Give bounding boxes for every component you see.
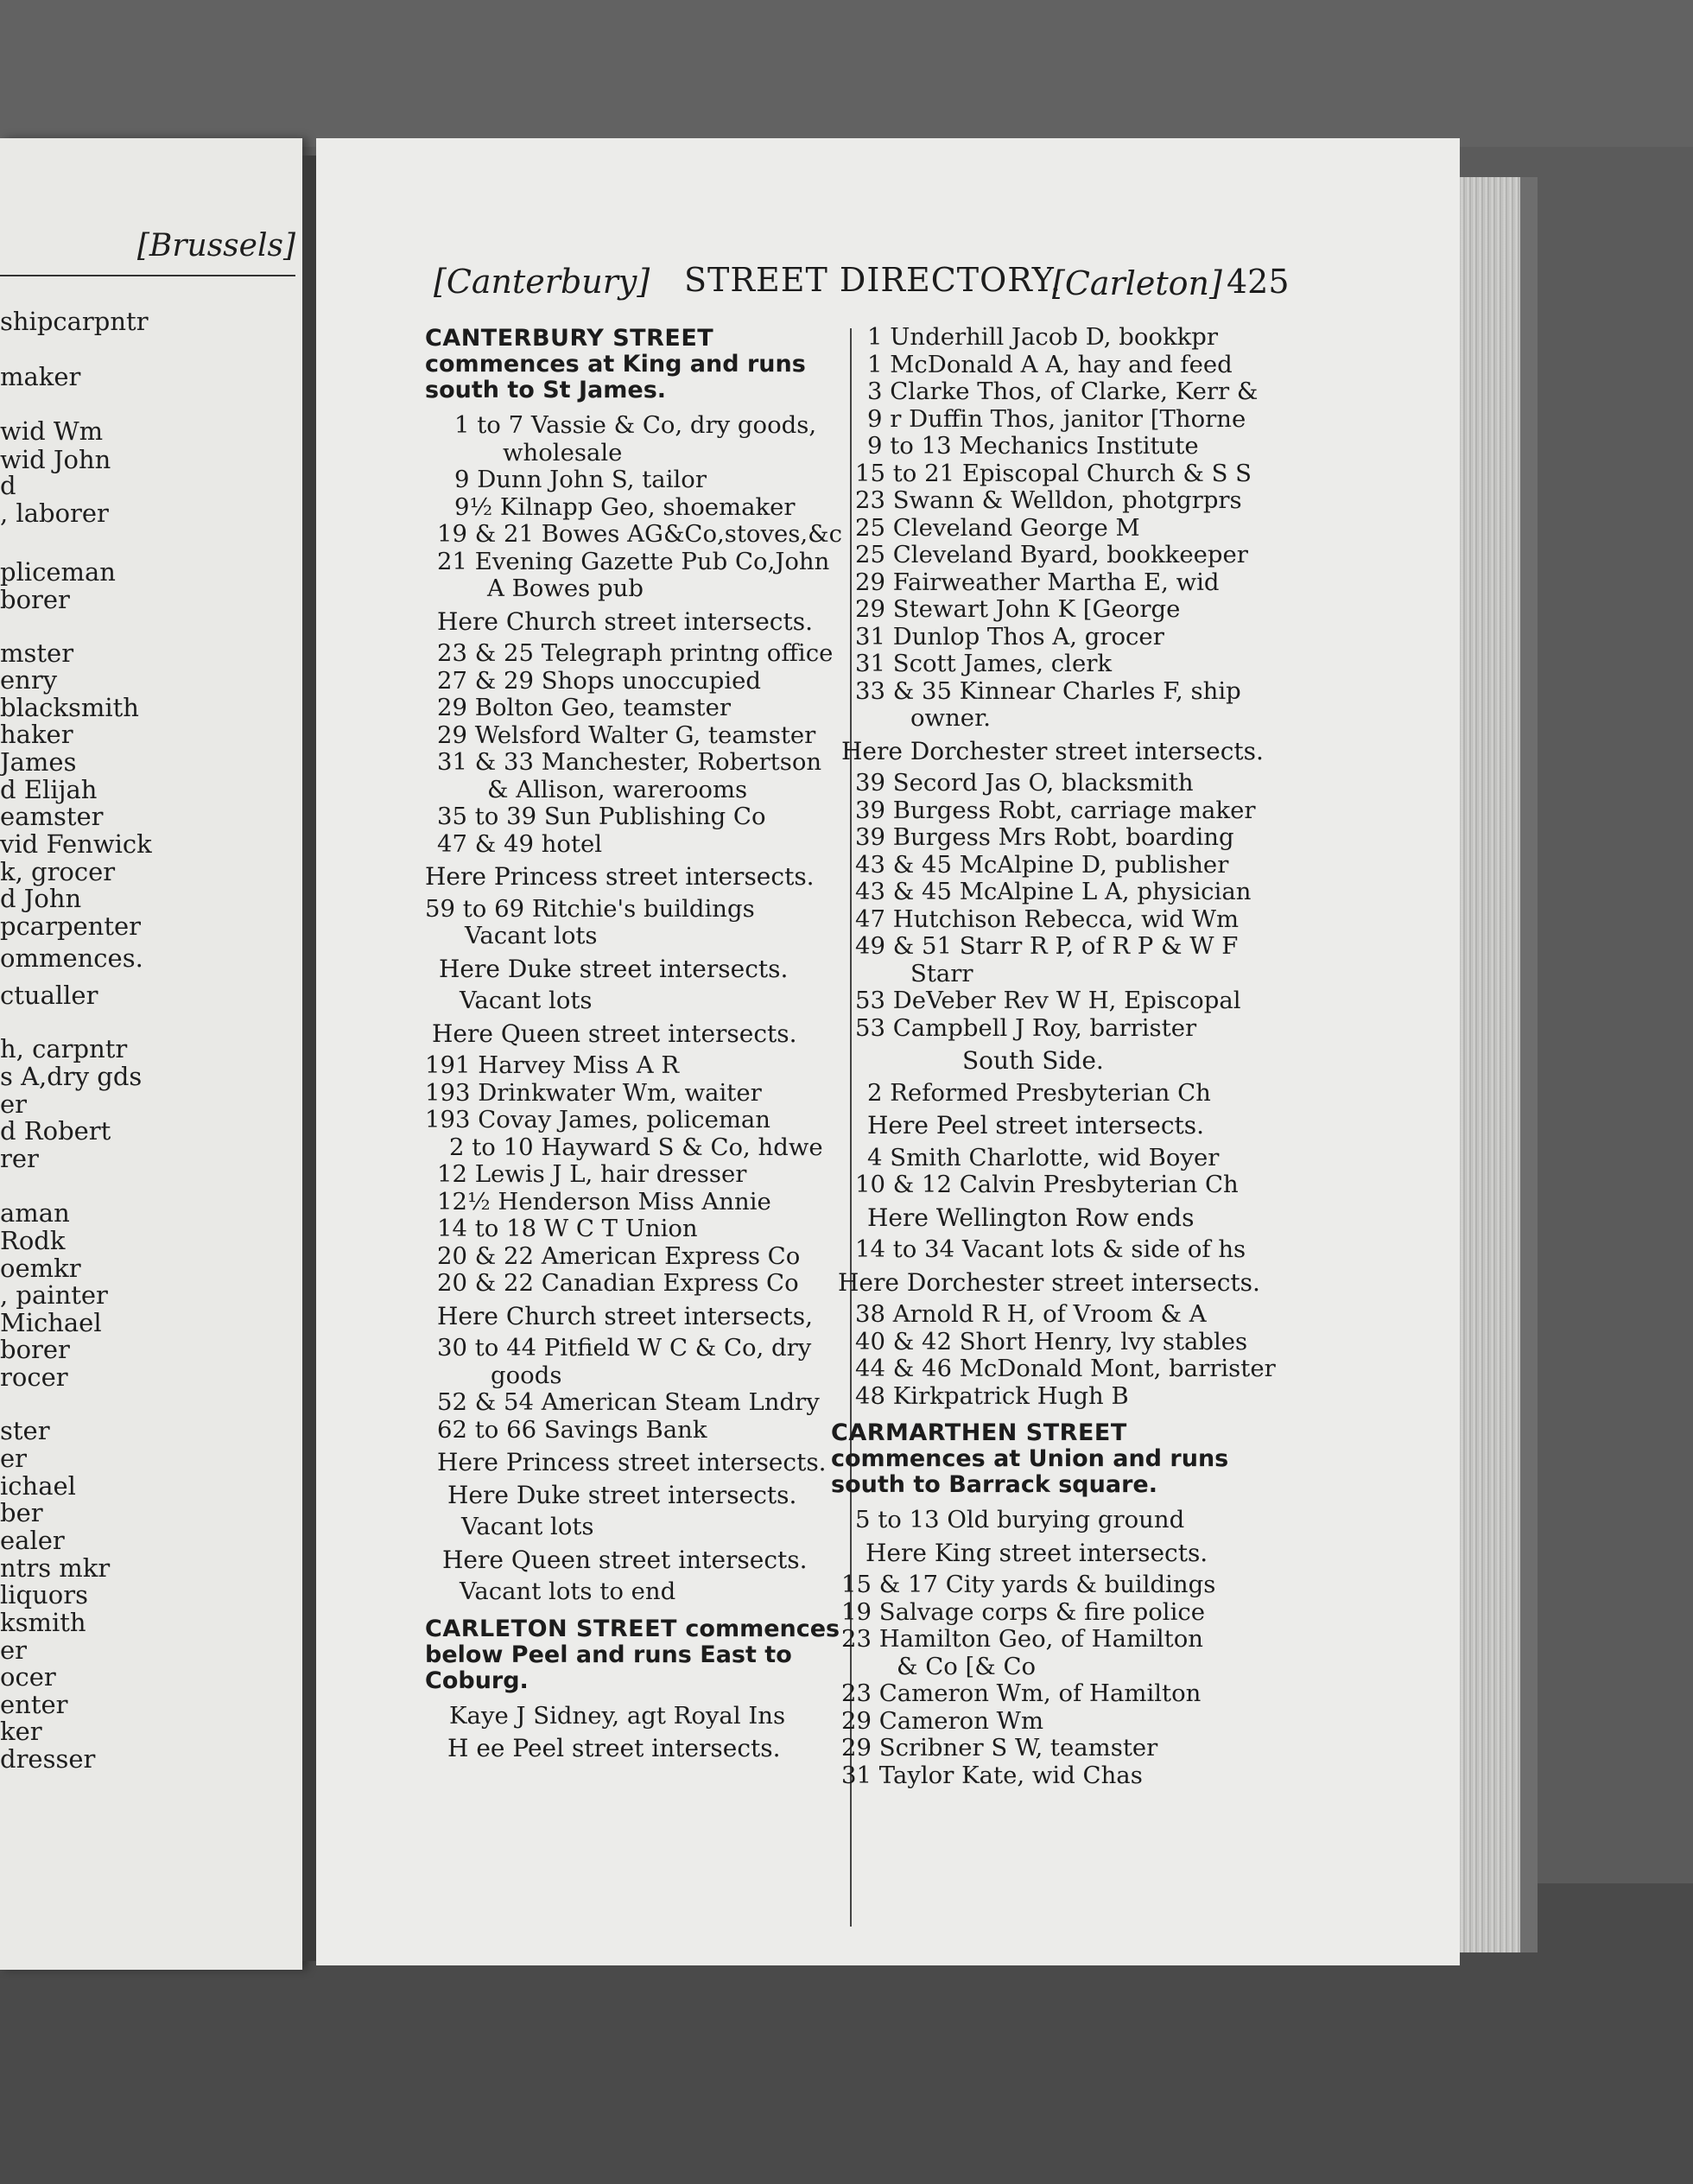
page-edges bbox=[1460, 177, 1520, 1952]
directory-entry bbox=[831, 1626, 1254, 1654]
entry-text: Cameron Wm bbox=[872, 1706, 1044, 1735]
directory-entry bbox=[425, 722, 857, 750]
intersection-note: Here Dorchester street intersects. bbox=[838, 1267, 1260, 1297]
street-name: CARLETON STREET bbox=[425, 1615, 677, 1642]
intersection-note: Here Queen street intersects. bbox=[432, 1019, 797, 1048]
street-description: commences below Peel and runs East to Coburg. bbox=[425, 1615, 840, 1694]
left-page-fragment: aman bbox=[0, 1198, 70, 1228]
directory-entry bbox=[831, 624, 1254, 651]
entry-text: to 13 Old burying ground bbox=[870, 1506, 1185, 1533]
street-number: 29 bbox=[841, 1706, 872, 1735]
street-description: commences at Union and runs south to Barrack square. bbox=[831, 1445, 1229, 1498]
entry-text: Drinkwater Wm, waiter bbox=[470, 1078, 762, 1107]
left-page-fragment: Rodk bbox=[0, 1226, 66, 1255]
left-page-fragment: d Robert bbox=[0, 1116, 111, 1146]
street-number: 15 bbox=[841, 1571, 872, 1598]
intersection-note: Here Peel street intersects. bbox=[867, 1111, 1205, 1140]
left-page-fragment: enry bbox=[0, 665, 58, 695]
left-page-fragment: k, grocer bbox=[0, 857, 116, 886]
street-number: 23 bbox=[841, 1679, 872, 1707]
street-number: 4 bbox=[867, 1143, 883, 1171]
street-number: 1 bbox=[454, 411, 470, 439]
intersection-note: Here Church street intersects. bbox=[437, 606, 813, 636]
street-number: 10 bbox=[855, 1171, 885, 1198]
left-page-fragment: ksmith bbox=[0, 1608, 86, 1637]
street-number: 191 bbox=[425, 1051, 471, 1079]
directory-entry bbox=[831, 1329, 1254, 1356]
street-number: 33 bbox=[855, 676, 885, 705]
entry-text: to 18 W C T Union bbox=[467, 1215, 698, 1242]
directory-entry bbox=[831, 378, 1259, 406]
directory-entry bbox=[831, 1571, 1254, 1599]
entry-text: Welsford Walter G, teamster bbox=[467, 721, 816, 749]
directory-entry bbox=[831, 1680, 1254, 1708]
entry-text: Kilnapp Geo, shoemaker bbox=[492, 492, 796, 521]
left-page-fragment: wid Wm bbox=[0, 416, 104, 446]
street-number: 9 bbox=[867, 432, 883, 460]
entry-text: to 7 Vassie & Co, dry goods, bbox=[469, 411, 817, 439]
street-number: 35 bbox=[437, 803, 467, 830]
entry-text: & 22 American Express Co bbox=[467, 1241, 801, 1270]
street-heading bbox=[831, 1420, 1254, 1498]
intersection-note: Here Princess street intersects. bbox=[425, 862, 815, 891]
street-number: 12½ bbox=[437, 1187, 491, 1216]
street-number: 1 bbox=[867, 323, 883, 351]
directory-entry bbox=[831, 879, 1254, 906]
entry-continuation: Vacant lots bbox=[460, 987, 593, 1014]
entry-text: Salvage corps & fire police bbox=[872, 1597, 1206, 1626]
street-number: 39 bbox=[855, 823, 885, 851]
left-page-fragment: , painter bbox=[0, 1280, 108, 1310]
street-number: 19 bbox=[841, 1597, 872, 1626]
directory-entry bbox=[425, 1243, 857, 1271]
street-number: 2 bbox=[449, 1133, 465, 1161]
directory-entry bbox=[831, 1301, 1254, 1329]
directory-entry bbox=[831, 770, 1254, 797]
street-number: 29 bbox=[841, 1734, 872, 1762]
street-number: 38 bbox=[855, 1300, 885, 1328]
street-number: 43 bbox=[855, 850, 885, 879]
entry-text: & 49 hotel bbox=[467, 829, 603, 858]
intersection-note: Here King street intersects. bbox=[866, 1538, 1208, 1567]
street-number: 1 bbox=[867, 350, 883, 378]
directory-entry bbox=[831, 1507, 1254, 1534]
directory-entry bbox=[425, 494, 857, 522]
entry-text: Reformed Presbyterian Ch bbox=[882, 1078, 1211, 1107]
entry-text: to 44 Pitfield W C & Co, dry bbox=[467, 1334, 812, 1362]
entry-text: Taylor Kate, wid Chas bbox=[872, 1761, 1143, 1789]
directory-entry bbox=[425, 1161, 857, 1189]
entry-text: to 66 Savings Bank bbox=[467, 1415, 707, 1444]
left-page-fragment: d bbox=[0, 471, 16, 500]
left-head-rule bbox=[0, 275, 295, 276]
directory-entry bbox=[831, 1762, 1254, 1790]
entry-text: Hutchison Rebecca, wid Wm bbox=[885, 905, 1240, 933]
entry-text: Burgess Mrs Robt, boarding bbox=[885, 823, 1234, 851]
entry-text: & 29 Shops unoccupied bbox=[467, 666, 762, 695]
directory-entry bbox=[831, 1383, 1254, 1411]
street-heading bbox=[425, 326, 857, 403]
entry-text: to 39 Sun Publishing Co bbox=[467, 803, 766, 830]
directory-column-left bbox=[425, 324, 857, 1768]
street-number: 15 bbox=[855, 459, 885, 487]
directory-entry bbox=[425, 640, 857, 668]
entry-continuation: goods bbox=[491, 1361, 562, 1389]
street-number: 47 bbox=[855, 905, 885, 933]
street-number: 39 bbox=[855, 796, 885, 824]
entry-text: Secord Jas O, blacksmith bbox=[885, 769, 1194, 797]
left-page-fragment: ntrs mkr bbox=[0, 1553, 111, 1583]
left-page-fragment: ichael bbox=[0, 1471, 76, 1501]
entry-text: & 45 McAlpine L A, physician bbox=[885, 878, 1252, 905]
entry-continuation: owner. bbox=[910, 704, 991, 732]
left-page-fragment: d John bbox=[0, 884, 82, 913]
left-page-fragment: rocer bbox=[0, 1362, 68, 1392]
street-number: 29 bbox=[437, 721, 467, 749]
street-number: 31 bbox=[855, 622, 885, 651]
street-number: 21 bbox=[437, 547, 467, 575]
entry-text: Burgess Robt, carriage maker bbox=[885, 796, 1256, 824]
directory-entry bbox=[831, 933, 1254, 961]
street-number: 31 bbox=[437, 748, 467, 776]
directory-entry bbox=[831, 406, 1254, 434]
directory-page bbox=[316, 138, 1460, 1965]
directory-entry bbox=[425, 1134, 857, 1162]
entry-text: r Duffin Thos, janitor [Thorne bbox=[882, 404, 1246, 433]
directory-entry bbox=[831, 906, 1254, 934]
page-edge-shadow bbox=[1520, 177, 1538, 1952]
directory-entry bbox=[425, 1417, 857, 1444]
entry-continuation: & Co [& Co bbox=[897, 1652, 1037, 1680]
left-page-fragment: h, carpntr bbox=[0, 1034, 128, 1063]
directory-entry bbox=[425, 1389, 857, 1417]
directory-entry bbox=[831, 515, 1254, 543]
street-number: 193 bbox=[425, 1078, 471, 1107]
street-number: 20 bbox=[437, 1241, 467, 1270]
left-page-fragment: wid John bbox=[0, 445, 111, 474]
street-number: 23 bbox=[841, 1625, 872, 1653]
directory-entry bbox=[831, 797, 1254, 825]
street-heading bbox=[425, 1616, 857, 1694]
entry-text: to 10 Hayward S & Co, hdwe bbox=[464, 1133, 823, 1161]
street-number: 44 bbox=[855, 1355, 885, 1382]
street-description: commences at King and runs south to St James. bbox=[425, 351, 806, 403]
street-number: 14 bbox=[855, 1235, 885, 1263]
entry-text: & 25 Telegraph printng office bbox=[467, 639, 834, 667]
entry-continuation: Starr bbox=[910, 959, 973, 987]
entry-continuation: & Allison, warerooms bbox=[487, 775, 748, 803]
entry-continuation: wholesale bbox=[503, 438, 623, 467]
directory-entry bbox=[831, 569, 1254, 597]
directory-entry bbox=[831, 1599, 1254, 1627]
entry-continuation: A Bowes pub bbox=[487, 575, 644, 602]
entry-text: Lewis J L, hair dresser bbox=[467, 1160, 747, 1188]
entry-text: & 35 Kinnear Charles F, ship bbox=[885, 676, 1241, 705]
entry-text: Cleveland Byard, bookkeeper bbox=[885, 541, 1248, 568]
directory-entry bbox=[425, 1270, 857, 1298]
entry-text: Smith Charlotte, wid Boyer bbox=[882, 1143, 1220, 1171]
entry-text: & 22 Canadian Express Co bbox=[467, 1269, 799, 1297]
left-page-fragment: eamster bbox=[0, 802, 104, 831]
entry-text: Kirkpatrick Hugh B bbox=[885, 1381, 1129, 1410]
backdrop-top bbox=[0, 0, 1693, 147]
left-page-fragment: rer bbox=[0, 1144, 39, 1173]
left-running-head: [Brussels] bbox=[136, 228, 295, 263]
directory-entry bbox=[831, 678, 1254, 706]
entry-text: McDonald A A, hay and feed bbox=[882, 350, 1233, 378]
directory-entry bbox=[425, 549, 857, 576]
directory-entry bbox=[831, 1708, 1254, 1736]
left-page-fragment: vid Fenwick bbox=[0, 829, 152, 859]
entry-text: Stewart John K [George bbox=[885, 595, 1181, 623]
street-number: 59 bbox=[425, 894, 455, 923]
entry-text: Dunlop Thos A, grocer bbox=[885, 622, 1164, 651]
entry-text: Cameron Wm, of Hamilton bbox=[872, 1679, 1202, 1707]
street-number: 25 bbox=[855, 541, 885, 568]
street-number: 193 bbox=[425, 1106, 471, 1133]
street-number: 9 bbox=[454, 466, 470, 493]
entry-continuation: Kaye J Sidney, agt Royal Ins bbox=[449, 1701, 786, 1730]
entry-text: & 51 Starr R P, of R P & W F bbox=[885, 932, 1239, 960]
entry-continuation: Vacant lots to end bbox=[460, 1578, 676, 1605]
directory-entry bbox=[425, 521, 857, 549]
running-head-title: STREET DIRECTORY. bbox=[684, 261, 1062, 299]
directory-entry bbox=[831, 987, 1254, 1015]
directory-entry bbox=[831, 824, 1254, 852]
directory-entry bbox=[425, 1189, 857, 1216]
section-gap bbox=[425, 1606, 857, 1615]
left-page-fragment: ocer bbox=[0, 1662, 56, 1692]
left-page-fragment: James bbox=[0, 747, 77, 777]
street-number: 53 bbox=[855, 987, 885, 1014]
directory-entry bbox=[425, 803, 857, 831]
street-number: 53 bbox=[855, 1013, 885, 1042]
intersection-note: Here Queen street intersects. bbox=[442, 1545, 808, 1574]
street-number: 20 bbox=[437, 1269, 467, 1297]
street-name: CANTERBURY STREET bbox=[425, 325, 714, 352]
street-number: 39 bbox=[855, 769, 885, 797]
street-number: 12 bbox=[437, 1160, 467, 1188]
left-page-fragment: ctualler bbox=[0, 981, 98, 1010]
entry-text: to 21 Episcopal Church & S S bbox=[885, 459, 1252, 487]
left-page-fragment: blacksmith bbox=[0, 693, 139, 722]
entry-text: Bolton Geo, teamster bbox=[467, 694, 732, 721]
entry-text: & 46 McDonald Mont, barrister bbox=[885, 1355, 1276, 1382]
intersection-note: Here Church street intersects, bbox=[437, 1301, 813, 1330]
directory-entry bbox=[831, 1735, 1254, 1762]
entry-text: to 13 Mechanics Institute bbox=[882, 432, 1199, 460]
entry-text: Hamilton Geo, of Hamilton bbox=[872, 1625, 1203, 1653]
directory-entry bbox=[425, 749, 857, 777]
street-number: 23 bbox=[855, 486, 885, 514]
directory-entry bbox=[425, 668, 857, 695]
left-page-fragment: oemkr bbox=[0, 1254, 81, 1283]
left-page-fragment: er bbox=[0, 1089, 28, 1119]
left-page-fragment: borer bbox=[0, 585, 70, 614]
section-gap bbox=[831, 1410, 1254, 1419]
entry-text: Evening Gazette Pub Co,John bbox=[467, 547, 830, 575]
entry-text: Fairweather Martha E, wid bbox=[885, 568, 1220, 596]
entry-text: & 12 Calvin Presbyterian Ch bbox=[885, 1171, 1239, 1198]
directory-entry bbox=[831, 460, 1254, 488]
directory-entry bbox=[831, 1171, 1254, 1199]
street-number: 5 bbox=[855, 1506, 871, 1533]
directory-column-right bbox=[831, 323, 1276, 1789]
directory-entry bbox=[831, 487, 1254, 515]
entry-text: & 17 City yards & buildings bbox=[872, 1571, 1216, 1598]
directory-entry bbox=[425, 695, 857, 722]
entry-continuation: Vacant lots bbox=[465, 922, 598, 949]
entry-continuation: Vacant lots bbox=[461, 1513, 594, 1540]
directory-entry bbox=[425, 896, 857, 924]
left-page bbox=[0, 138, 302, 1970]
directory-entry bbox=[831, 1080, 1254, 1108]
entry-text: & 21 Bowes AG&Co,stoves,&c bbox=[467, 520, 843, 548]
left-page-fragment: pcarpenter bbox=[0, 911, 142, 941]
left-page-fragment: maker bbox=[0, 362, 81, 391]
intersection-note: Here Duke street intersects. bbox=[447, 1480, 797, 1509]
entry-text: & 45 McAlpine D, publisher bbox=[885, 850, 1229, 879]
directory-entry bbox=[425, 1335, 857, 1362]
street-number: 2 bbox=[867, 1078, 883, 1107]
street-number: 43 bbox=[855, 878, 885, 905]
directory-entry bbox=[831, 1236, 1254, 1264]
entry-text: Harvey Miss A R bbox=[470, 1051, 680, 1079]
left-page-fragment: haker bbox=[0, 720, 73, 749]
intersection-note: Here Wellington Row ends bbox=[867, 1203, 1195, 1232]
directory-entry bbox=[831, 433, 1254, 460]
street-number: 62 bbox=[437, 1415, 467, 1444]
entry-text: Covay James, policeman bbox=[470, 1106, 771, 1133]
left-page-fragment: ker bbox=[0, 1717, 42, 1746]
directory-entry bbox=[425, 1107, 857, 1134]
left-page-fragment: ommences. bbox=[0, 943, 143, 973]
street-number: 31 bbox=[841, 1761, 872, 1789]
street-number: 27 bbox=[437, 666, 467, 695]
left-page-fragment: ealer bbox=[0, 1526, 65, 1555]
street-number: 40 bbox=[855, 1327, 885, 1355]
directory-entry bbox=[425, 1216, 857, 1243]
directory-entry bbox=[425, 831, 857, 859]
page-header bbox=[316, 251, 1460, 302]
left-page-fragment: enter bbox=[0, 1690, 68, 1719]
entry-text: Campbell J Roy, barrister bbox=[885, 1013, 1197, 1042]
running-head-right: [Carleton] bbox=[1052, 264, 1222, 302]
left-page-fragment: dresser bbox=[0, 1744, 96, 1774]
directory-entry bbox=[831, 852, 1254, 879]
left-page-fragment: pliceman bbox=[0, 557, 116, 587]
entry-text: Arnold R H, of Vroom & A bbox=[885, 1300, 1207, 1328]
street-number: 3 bbox=[867, 378, 883, 405]
left-page-fragment: mster bbox=[0, 638, 74, 668]
intersection-note: Here Dorchester street intersects. bbox=[841, 736, 1264, 765]
street-number: 19 bbox=[437, 520, 467, 548]
street-number: 29 bbox=[437, 694, 467, 721]
directory-entry bbox=[425, 467, 857, 494]
entry-text: & 54 American Steam Lndry bbox=[467, 1388, 820, 1416]
entry-text: & 33 Manchester, Robertson bbox=[467, 748, 822, 776]
directory-entry bbox=[831, 1145, 1254, 1172]
street-number: 29 bbox=[855, 595, 885, 623]
left-page-fragment: d Elijah bbox=[0, 775, 98, 804]
street-number: 14 bbox=[437, 1215, 467, 1242]
left-page-fragment: Michael bbox=[0, 1308, 102, 1337]
street-number: 52 bbox=[437, 1388, 467, 1416]
left-page-fragment: ster bbox=[0, 1416, 50, 1445]
directory-entry bbox=[831, 596, 1254, 624]
entry-text: Underhill Jacob D, bookkpr bbox=[882, 323, 1219, 351]
street-number: 47 bbox=[437, 829, 467, 858]
entry-text: & 42 Short Henry, lvy stables bbox=[885, 1327, 1248, 1355]
entry-text: DeVeber Rev W H, Episcopal bbox=[885, 987, 1241, 1014]
entry-text: Clarke Thos, of Clarke, Kerr & bbox=[882, 378, 1259, 405]
directory-entry bbox=[831, 651, 1254, 678]
page-number: 425 bbox=[1227, 263, 1290, 301]
intersection-note: Here Princess street intersects. bbox=[437, 1448, 827, 1476]
entry-text: Swann & Welldon, photgrprs bbox=[885, 486, 1242, 514]
entry-text: to 69 Ritchie's buildings bbox=[455, 894, 755, 923]
left-page-fragment: liquors bbox=[0, 1580, 88, 1609]
intersection-note: H ee Peel street intersects. bbox=[447, 1734, 781, 1762]
left-page-fragment: borer bbox=[0, 1335, 70, 1364]
street-number: 9 bbox=[867, 404, 883, 433]
left-page-fragment: er bbox=[0, 1444, 28, 1473]
directory-entry bbox=[831, 352, 1254, 379]
directory-entry bbox=[425, 412, 857, 440]
street-number: 48 bbox=[855, 1381, 885, 1410]
street-number: 9½ bbox=[454, 492, 493, 521]
street-number: 29 bbox=[855, 568, 885, 596]
street-name: CARMARTHEN STREET bbox=[831, 1419, 1127, 1446]
running-head-left: [Canterbury] bbox=[434, 263, 650, 301]
left-page-fragment: shipcarpntr bbox=[0, 307, 149, 336]
left-page-fragment: ber bbox=[0, 1498, 43, 1527]
intersection-note: South Side. bbox=[962, 1046, 1104, 1075]
street-number: 25 bbox=[855, 513, 885, 542]
directory-entry bbox=[831, 1015, 1254, 1043]
directory-entry bbox=[425, 1080, 857, 1108]
entry-text: Henderson Miss Annie bbox=[490, 1187, 771, 1216]
directory-entry bbox=[831, 1355, 1276, 1383]
entry-text: Scribner S W, teamster bbox=[872, 1734, 1158, 1762]
street-number: 49 bbox=[855, 932, 885, 960]
street-number: 30 bbox=[437, 1334, 467, 1362]
entry-text: Dunn John S, tailor bbox=[469, 466, 707, 493]
intersection-note: Here Duke street intersects. bbox=[439, 954, 789, 983]
directory-entry bbox=[831, 542, 1254, 569]
left-page-fragment: er bbox=[0, 1635, 28, 1665]
directory-entry bbox=[831, 324, 1254, 352]
directory-entry bbox=[425, 1052, 857, 1080]
entry-text: Scott James, clerk bbox=[885, 650, 1113, 677]
entry-text: to 34 Vacant lots & side of hs bbox=[885, 1235, 1246, 1263]
left-page-fragment: s A,dry gds bbox=[0, 1062, 143, 1091]
left-page-fragment: , laborer bbox=[0, 498, 109, 528]
street-number: 31 bbox=[855, 650, 885, 677]
street-number: 23 bbox=[437, 639, 467, 667]
entry-text: Cleveland George M bbox=[885, 513, 1140, 542]
